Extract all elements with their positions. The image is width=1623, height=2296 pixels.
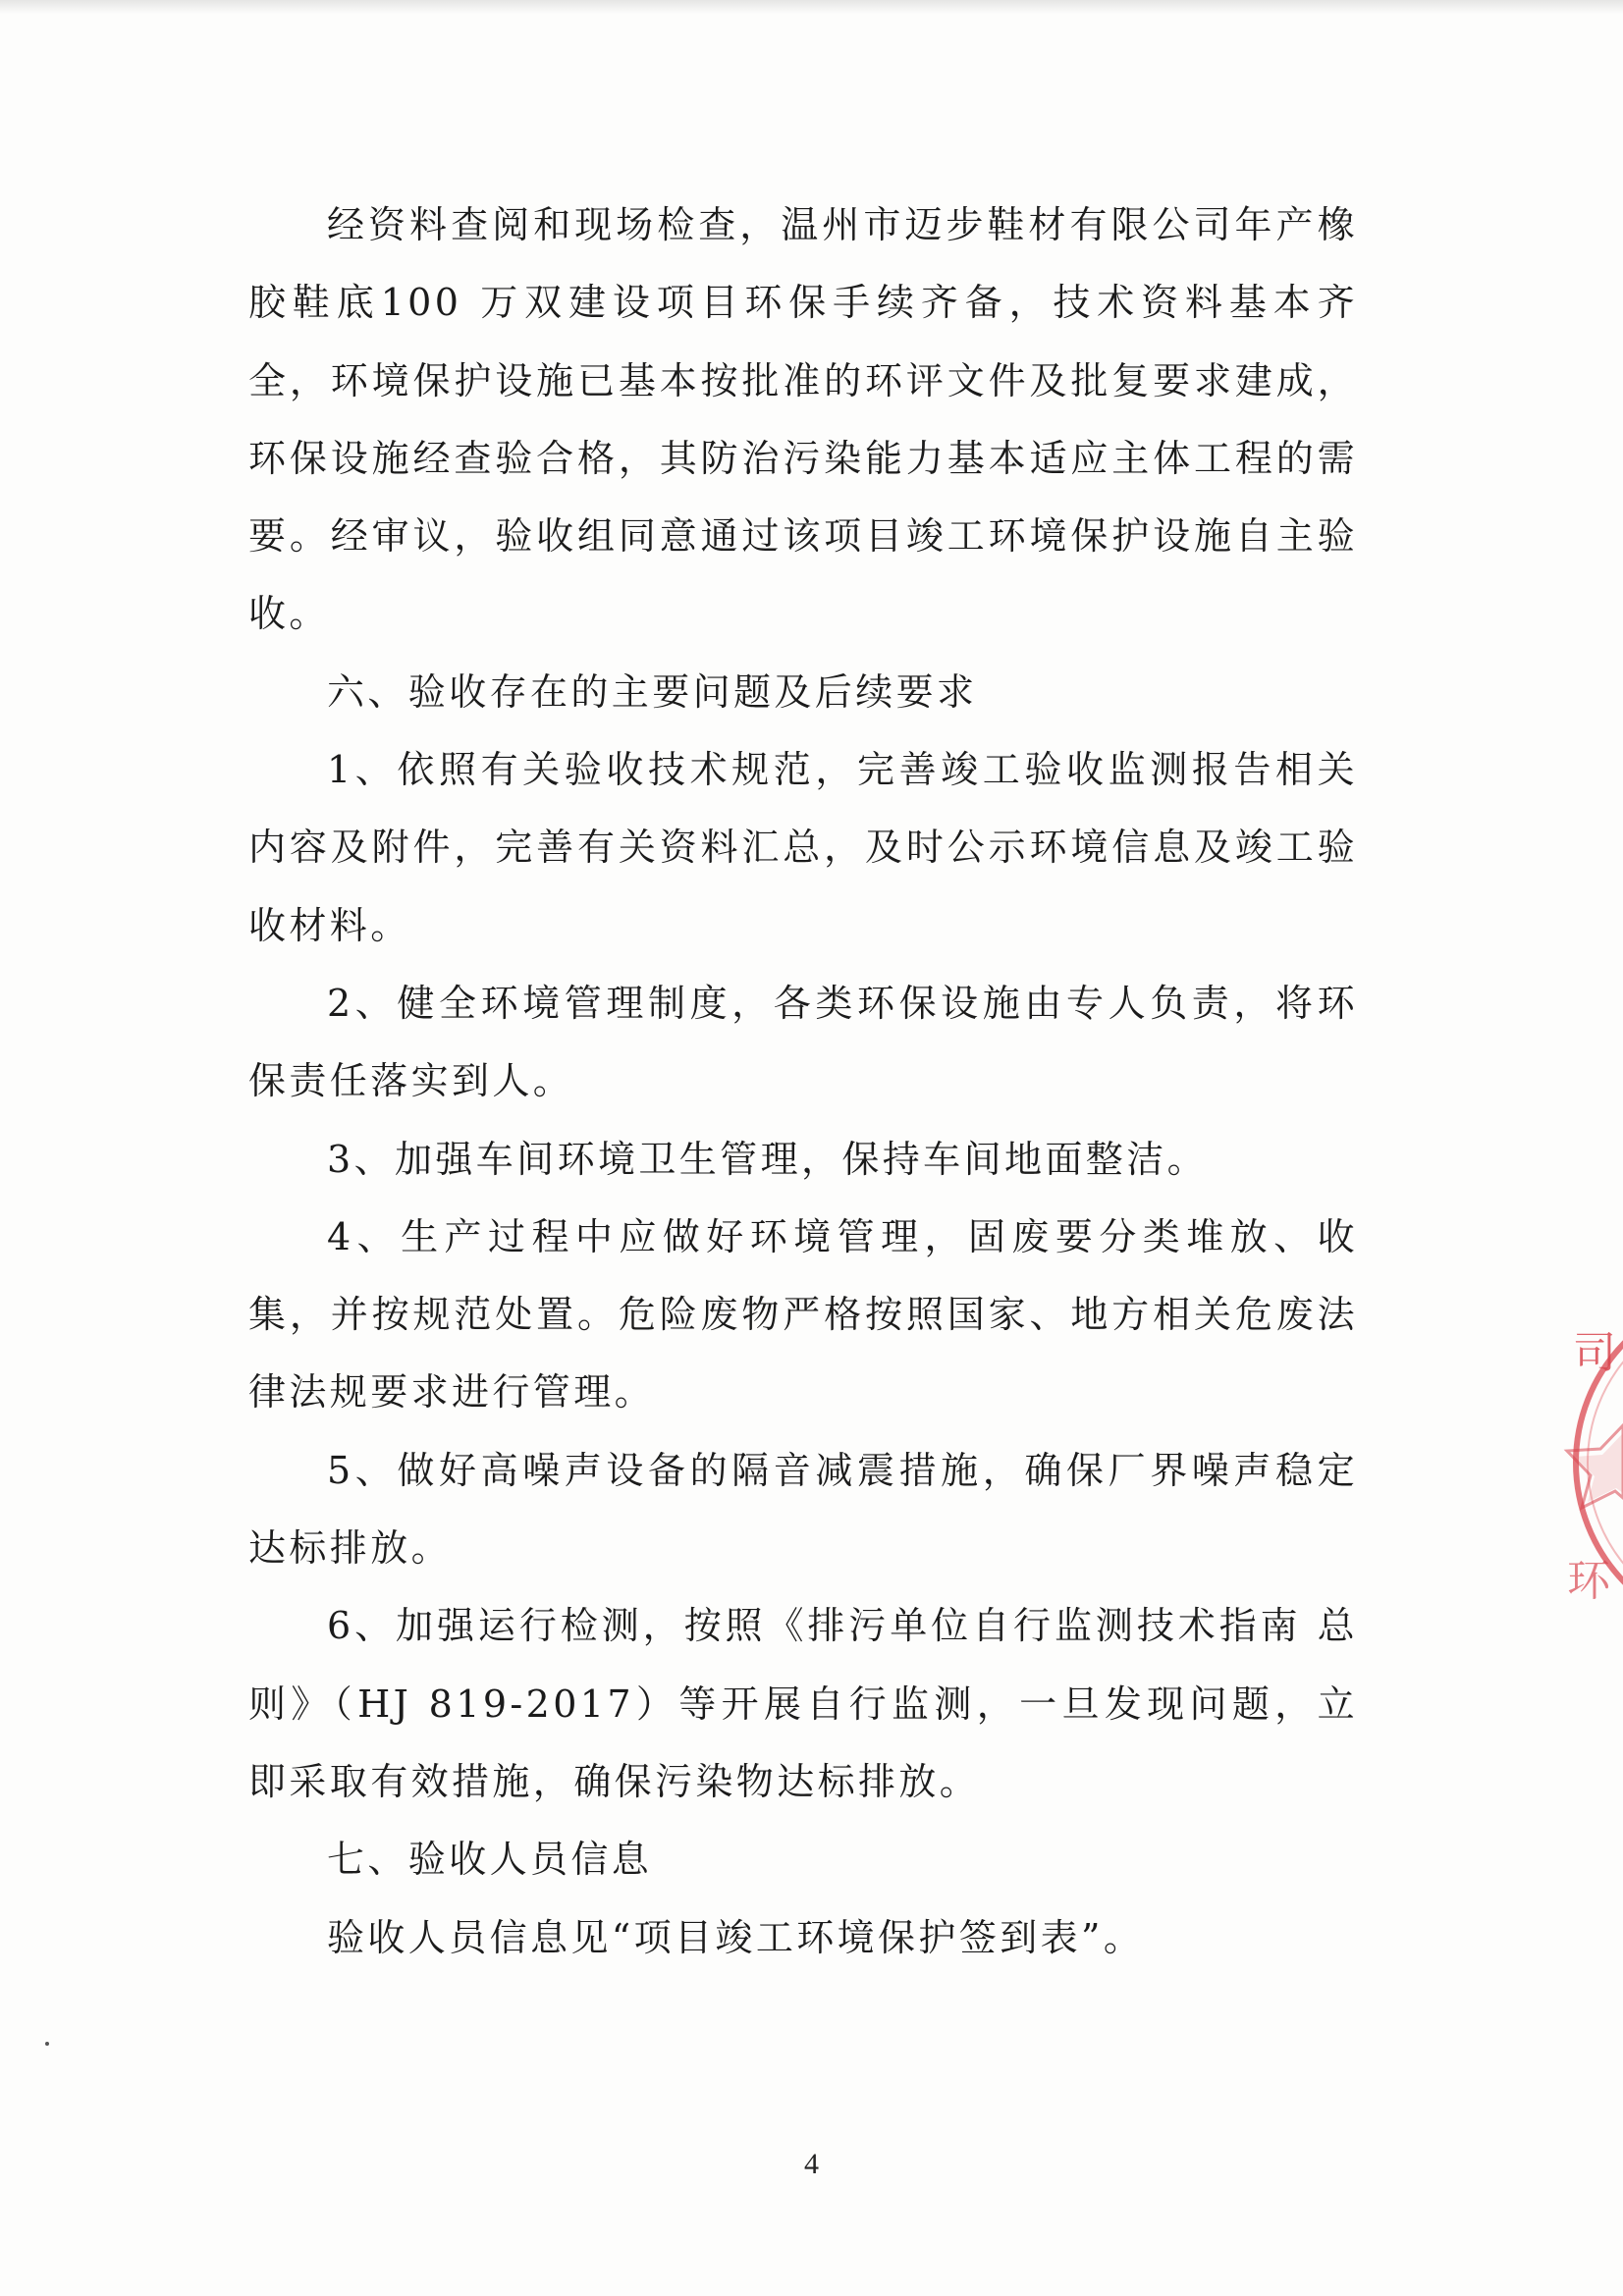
requirement-item-4: 4、生产过程中应做好环境管理，固废要分类堆放、收集，并按规范处置。危险废物严格按照国家、地方相关危废法律法规要求进行管理。 [248,1214,1358,1415]
seal-stamp-icon [1561,1276,1623,1649]
requirement-item-5: 5、做好高噪声设备的隔音减震措施，确保厂界噪声稳定达标排放。 [248,1448,1358,1571]
requirement-item-1: 1、依照有关验收技术规范，完善竣工验收监测报告相关内容及附件，完善有关资料汇总，及时公示环境信息及竣工验收材料。 [248,748,1358,947]
scan-edge-shadow [0,0,1623,14]
section-heading-issues: 六、验收存在的主要问题及后续要求 [327,669,978,714]
requirement-item-2: 2、健全环境管理制度，各类环保设施由专人负责，将环保责任落实到人。 [248,981,1358,1103]
document-body [248,187,1358,1977]
requirement-item-3: 3、加强车间环境卫生管理，保持车间地面整洁。 [327,1137,1208,1181]
scan-speck [45,2042,49,2046]
red-seal-stamp [1561,1276,1623,1649]
page-number: 4 [804,2148,819,2180]
section-heading-personnel: 七、验收人员信息 [327,1838,653,1882]
personnel-info-paragraph: 验收人员信息见“项目竣工环境保护签到表”。 [327,1915,1145,1959]
paragraph-conclusion: 经资料查阅和现场检查，温州市迈步鞋材有限公司年产橡胶鞋底100 万双建设项目环保手续齐备，技术资料基本齐全，环境保护设施已基本按批准的环评文件及批复要求建成，环保设施经查验合格，其防治污染能力基本适应主体工程的需要。经审议，验收组同意通过该项目竣工环境保护设施自主验收。 [248,203,1358,636]
requirement-item-6: 6、加强运行检测，按照《排污单位自行监测技术指南 总则》（HJ 819-2017）等开展自行监测，一旦发现问题，立即采取有效措施，确保污染物达标排放。 [248,1604,1358,1803]
seal-char-huan: 环 [1567,1556,1610,1606]
seal-char-si: 司 [1573,1328,1616,1378]
